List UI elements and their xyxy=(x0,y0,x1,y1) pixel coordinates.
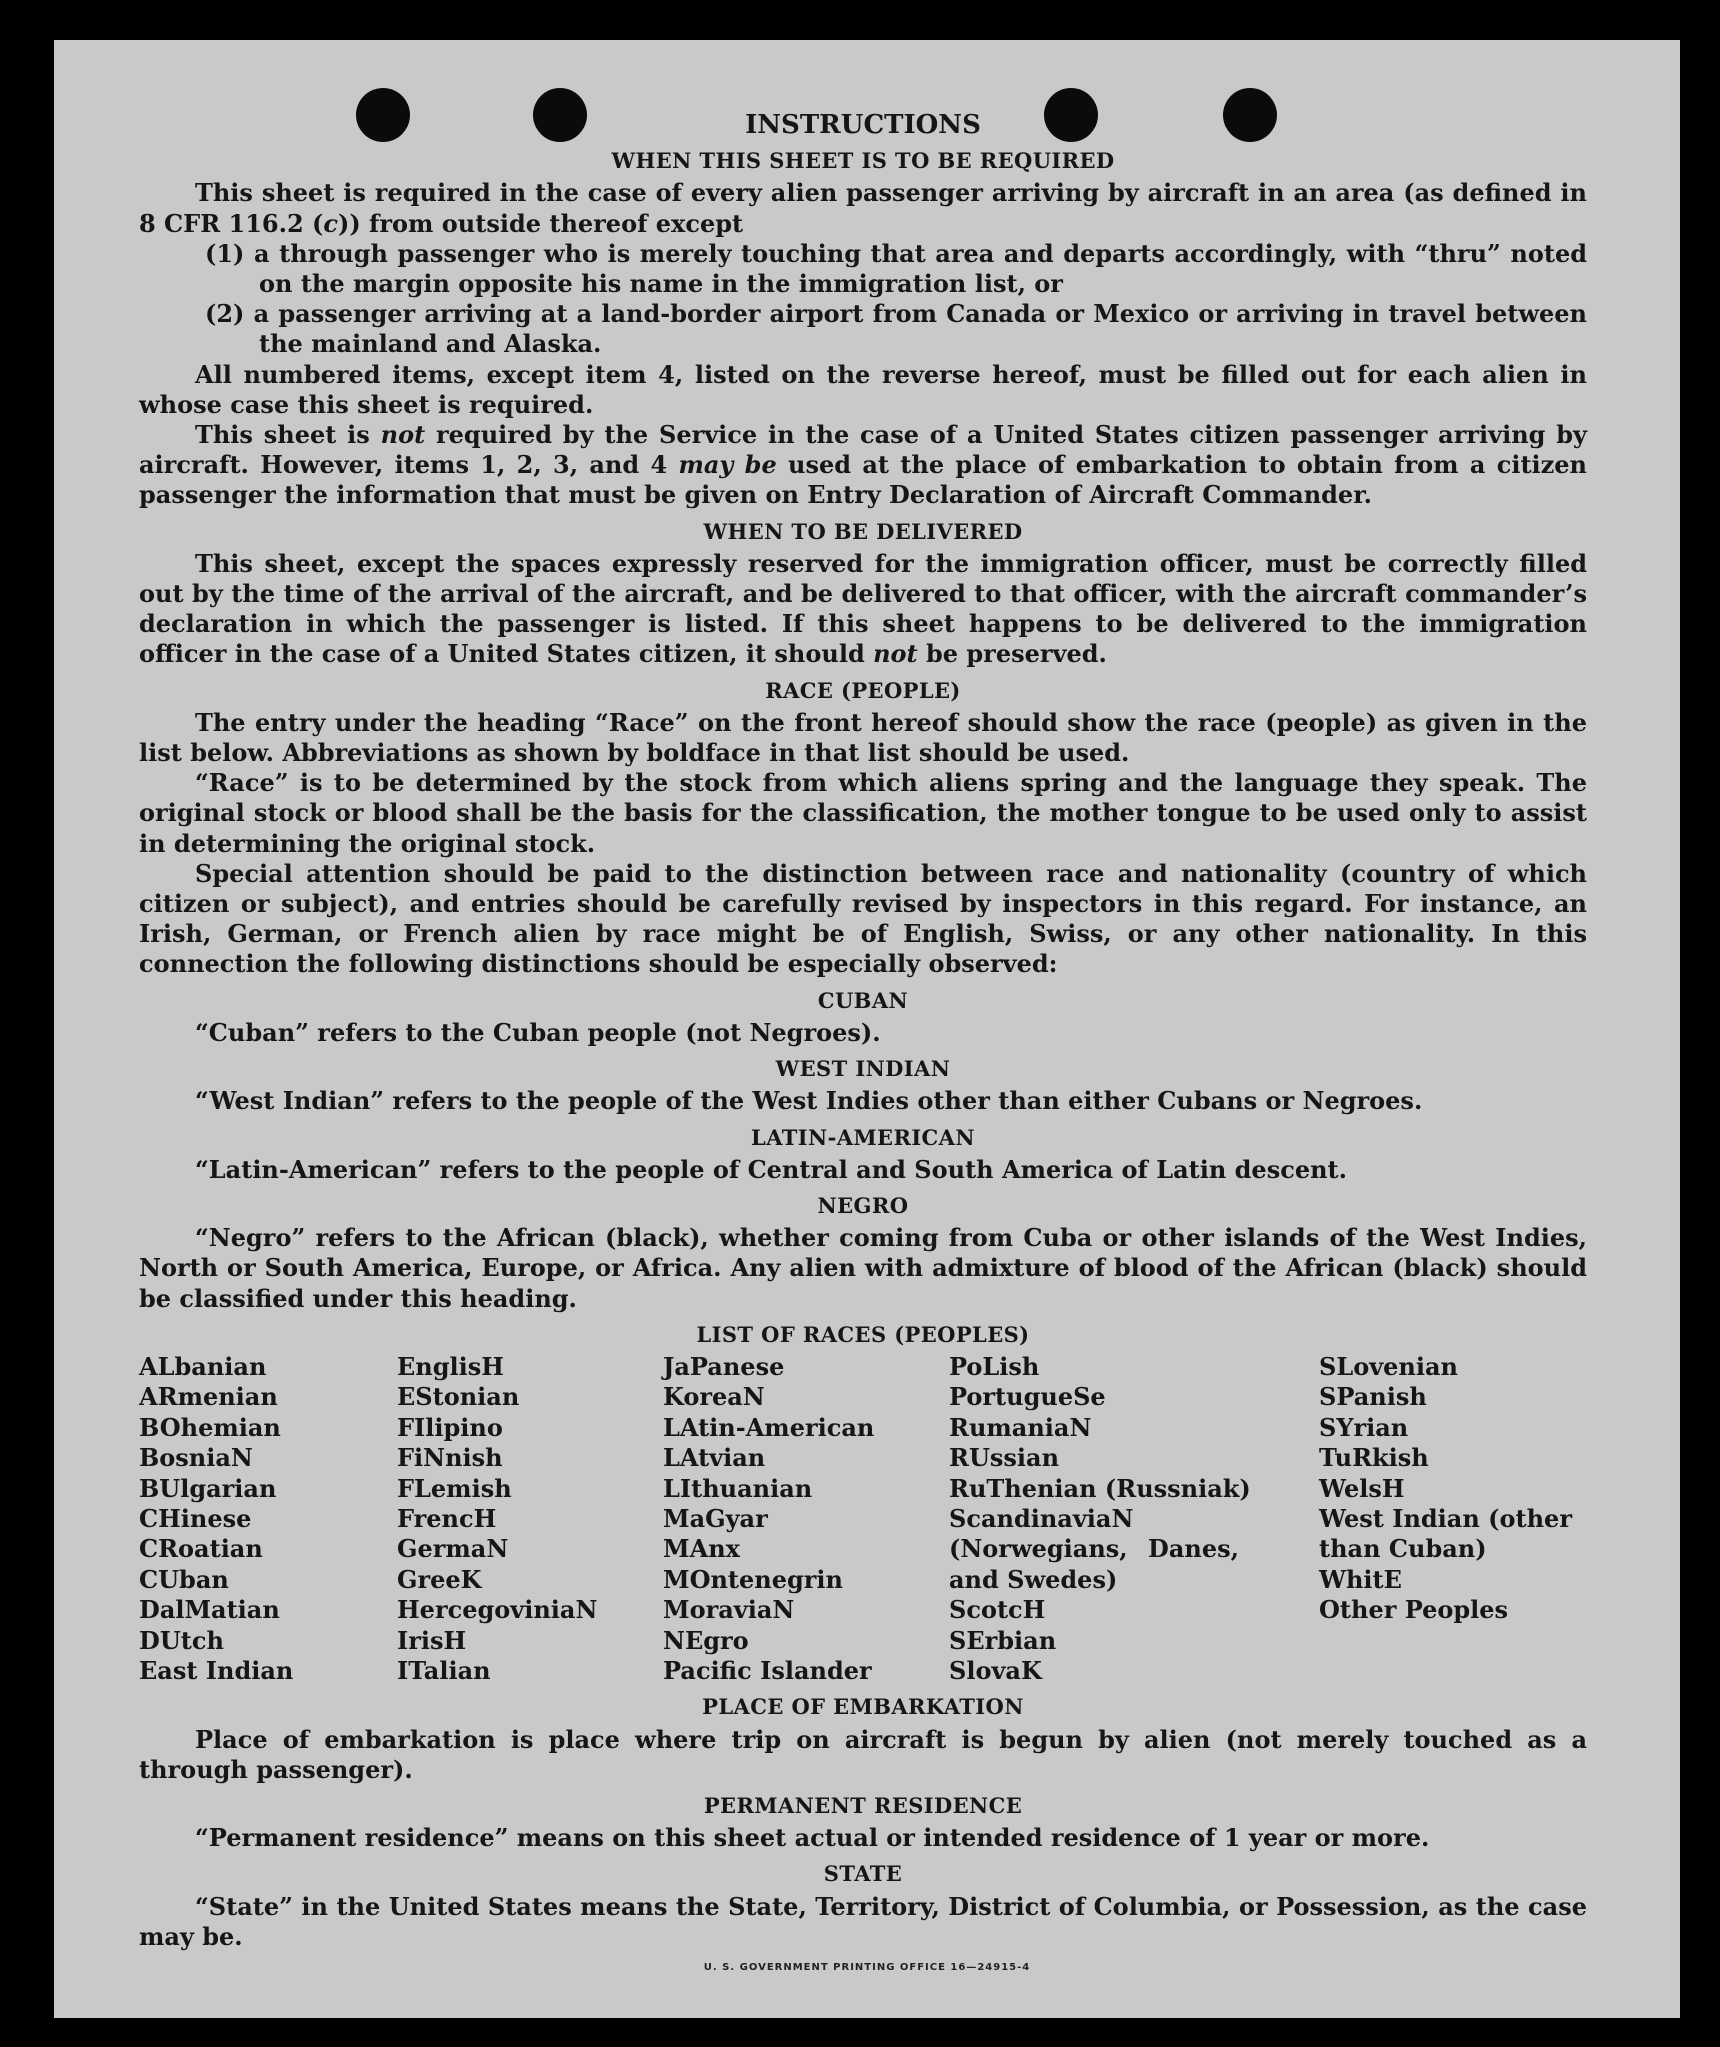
race-item: ScotcH xyxy=(949,1595,1046,1625)
paragraph: All numbered items, except item 4, listed on the reverse hereof, must be filled out for each alien in whose case this sheet is required. xyxy=(139,359,1587,419)
paragraph: “Cuban” refers to the Cuban people (not Negroes). xyxy=(195,1017,881,1047)
page-title: INSTRUCTIONS xyxy=(745,110,981,140)
paragraph: Special attention should be paid to the distinction between race and nationality (country of which citizen or subject), and entries should be carefully revised by inspectors in this regard. For instance, an Irish, German, or French alien by race might be of English, Swiss, or any other nationality. In this connection the following distinctions should be especially observed: xyxy=(139,858,1587,979)
race-item: WhitE xyxy=(1319,1564,1402,1594)
document-page xyxy=(54,40,1680,2018)
heading-list-of-races: LIST OF RACES (PEOPLES) xyxy=(696,1321,1030,1347)
heading-west-indian: WEST INDIAN xyxy=(775,1056,951,1082)
race-item: RUssian xyxy=(949,1443,1060,1473)
heading-when-delivered: WHEN TO BE DELIVERED xyxy=(703,518,1023,544)
race-item: MoraviaN xyxy=(663,1595,795,1625)
race-item: NEgro xyxy=(663,1625,749,1655)
race-item: DalMatian xyxy=(139,1595,280,1625)
heading-cuban: CUBAN xyxy=(817,987,909,1013)
race-item: SLovenian xyxy=(1319,1351,1458,1381)
paragraph: “Latin-American” refers to the people of Central and South America of Latin descent. xyxy=(195,1154,1347,1184)
race-item: KoreaN xyxy=(663,1382,765,1412)
race-item: FrencH xyxy=(397,1503,497,1533)
paragraph: “West Indian” refers to the people of the West Indies other than either Cubans or Negroes. xyxy=(195,1086,1423,1116)
heading-permanent-residence: PERMANENT RESIDENCE xyxy=(703,1793,1023,1818)
race-item: CHinese xyxy=(139,1503,252,1533)
race-item: SErbian xyxy=(949,1625,1057,1655)
race-item: Pacific Islander xyxy=(663,1655,872,1685)
race-item: TuRkish xyxy=(1319,1443,1429,1473)
race-item: ARmenian xyxy=(139,1382,278,1412)
race-item: BUlgarian xyxy=(139,1473,277,1503)
race-item: LAtin-American xyxy=(663,1412,875,1442)
paragraph: The entry under the heading “Race” on the front hereof should show the race (people) as given in the list below. Abbreviations as shown by boldface in that list should be used. xyxy=(139,707,1587,768)
paragraph: “Permanent residence” means on this sheet actual or intended residence of 1 year or more. xyxy=(195,1823,1430,1853)
race-item: LIthuanian xyxy=(663,1473,813,1503)
race-item: BosniaN xyxy=(139,1443,253,1473)
race-item: MaGyar xyxy=(663,1503,768,1533)
race-item: IrisH xyxy=(397,1625,467,1655)
race-item: FLemish xyxy=(397,1473,512,1503)
race-item: FIlipino xyxy=(397,1412,503,1442)
race-column-3 xyxy=(663,1352,949,1686)
race-item: FiNnish xyxy=(397,1443,503,1473)
heading-embarkation: PLACE OF EMBARKATION xyxy=(702,1694,1024,1720)
race-item: GermaN xyxy=(397,1534,509,1564)
race-item: MAnx xyxy=(663,1534,740,1564)
race-item: SlovaK xyxy=(949,1655,1042,1685)
race-item: SYrian xyxy=(1319,1412,1409,1442)
race-item: EnglisH xyxy=(397,1351,504,1381)
paragraph: This sheet is required in the case of every alien passenger arriving by aircraft in an area (as defined in 8 CFR 116.2 (c)) from outside thereof except xyxy=(139,178,1587,238)
race-item: CRoatian xyxy=(139,1534,263,1564)
race-column-4 xyxy=(949,1352,1319,1686)
race-item: RuThenian (Russniak) xyxy=(949,1473,1251,1503)
instructions-text xyxy=(139,110,1587,1952)
race-item: GreeK xyxy=(397,1564,482,1594)
race-item: ALbanian xyxy=(139,1351,267,1381)
heading-latin-american: LATIN-AMERICAN xyxy=(751,1124,975,1150)
race-item: MOntenegrin xyxy=(663,1564,843,1594)
race-column-5 xyxy=(1319,1352,1579,1686)
heading-state: STATE xyxy=(823,1861,903,1887)
race-item: WelsH xyxy=(1319,1473,1405,1503)
race-item: DUtch xyxy=(139,1625,224,1655)
printing-office-footer: U. S. GOVERNMENT PRINTING OFFICE 16—24915-4 xyxy=(703,1962,1031,1973)
paragraph: This sheet, except the spaces expressly reserved for the immigration officer, must be correctly filled out by the time of the arrival of the aircraft, and be delivered to that officer, with the aircraft commander’s declaration in which the passenger is listed. If this sheet happens to be delivered to the immigration officer in the case of a United States citizen, it should not be preserved. xyxy=(139,548,1587,669)
paragraph: This sheet is not required by the Service in the case of a United States citizen passenger arriving by aircraft. However, items 1, 2, 3, and 4 may be used at the place of embarkation to obtain from a citizen passenger the information that must be given on Entry Declaration of Aircraft Commander. xyxy=(139,420,1587,510)
heading-when-required: WHEN THIS SHEET IS TO BE REQUIRED xyxy=(611,148,1115,174)
heading-negro: NEGRO xyxy=(817,1192,909,1218)
race-item: Other Peoples xyxy=(1319,1595,1509,1625)
race-column-2 xyxy=(397,1352,663,1686)
race-item: ScandinaviaN (Norwegians, Danes, and Swedes) xyxy=(949,1503,1239,1594)
race-item: LAtvian xyxy=(663,1443,766,1473)
race-item: JaPanese xyxy=(663,1351,785,1381)
race-item: EStonian xyxy=(397,1382,520,1412)
race-column-1 xyxy=(139,1352,397,1686)
race-item: West Indian (other than Cuban) xyxy=(1319,1503,1572,1564)
race-item: PoLish xyxy=(949,1351,1040,1381)
race-item: HercegoviniaN xyxy=(397,1595,598,1625)
race-item: SPanish xyxy=(1319,1382,1427,1412)
exception-item-1: (1) a through passenger who is merely touching that area and departs accordingly, with “thru” noted on the margin opposite his name in the immigration list, or xyxy=(205,238,1587,299)
paragraph: “State” in the United States means the State, Territory, District of Columbia, or Possession, as the case may be. xyxy=(139,1891,1587,1951)
race-item: BOhemian xyxy=(139,1412,281,1442)
paragraph: “Race” is to be determined by the stock from which aliens spring and the language they speak. The original stock or blood shall be the basis for the classification, the mother tongue to be used only to assist in determining the original stock. xyxy=(139,768,1587,858)
race-item: RumaniaN xyxy=(949,1412,1092,1442)
race-list xyxy=(139,1352,1587,1686)
paragraph: “Negro” refers to the African (black), whether coming from Cuba or other islands of the West Indies, North or South America, Europe, or Africa. Any alien with admixture of blood of the African (black) should be classified under this heading. xyxy=(139,1223,1587,1313)
race-item: CUban xyxy=(139,1564,229,1594)
race-item: East Indian xyxy=(139,1655,294,1685)
exception-item-2: (2) a passenger arriving at a land-border airport from Canada or Mexico or arriving in travel between the mainland and Alaska. xyxy=(205,299,1587,359)
race-item: PortugueSe xyxy=(949,1382,1106,1412)
race-item: ITalian xyxy=(397,1655,491,1685)
paragraph: Place of embarkation is place where trip on aircraft is begun by alien (not merely touched as a through passenger). xyxy=(139,1724,1587,1784)
heading-race: RACE (PEOPLE) xyxy=(765,677,961,703)
